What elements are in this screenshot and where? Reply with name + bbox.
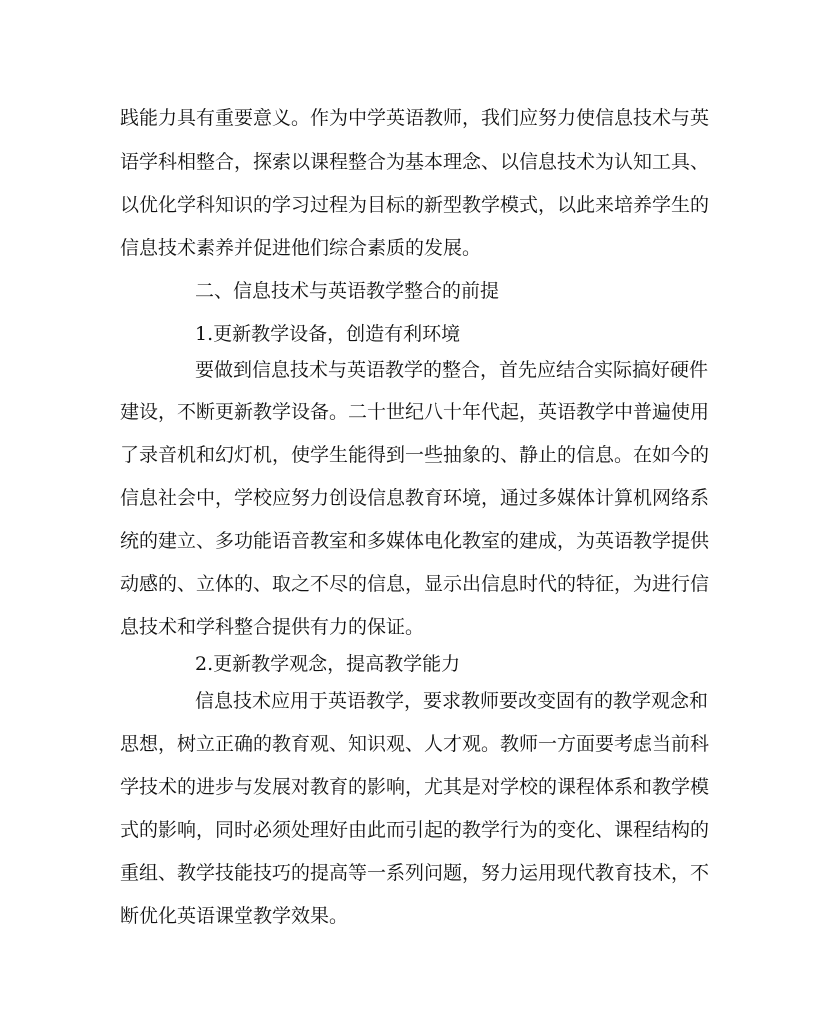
paragraph-line: 践能力具有重要意义。作为中学英语教师，我们应努力使信息技术与英 <box>120 107 710 129</box>
paragraph-line: 要做到信息技术与英语教学的整合，首先应结合实际搞好硬件 <box>195 359 709 381</box>
paragraph-line: 思想，树立正确的教育观、知识观、人才观。教师一方面要考虑当前科 <box>120 733 710 755</box>
paragraph-line: 学技术的进步与发展对教育的影响，尤其是对学校的课程体系和教学模 <box>120 776 710 798</box>
subsection-heading: 2.更新教学观念，提高教学能力 <box>195 653 461 675</box>
paragraph-line: 信息技术素养并促进他们综合素质的发展。 <box>120 237 482 259</box>
paragraph-line: 了录音机和幻灯机，使学生能得到一些抽象的、静止的信息。在如今的 <box>120 444 710 466</box>
paragraph-line: 信息技术应用于英语教学，要求教师要改变固有的教学观念和 <box>195 690 709 712</box>
paragraph-line: 息技术和学科整合提供有力的保证。 <box>120 616 425 638</box>
paragraph-line: 以优化学科知识的学习过程为目标的新型教学模式，以此来培养学生的 <box>120 194 710 216</box>
paragraph-line: 建设，不断更新教学设备。二十世纪八十年代起，英语教学中普遍使用 <box>120 401 710 423</box>
paragraph-line: 断优化英语课堂教学效果。 <box>120 905 349 927</box>
paragraph-line: 信息社会中，学校应努力创设信息教育环境，通过多媒体计算机网络系 <box>120 487 710 509</box>
paragraph-line: 式的影响，同时必须处理好由此而引起的教学行为的变化、课程结构的 <box>120 819 710 841</box>
subsection-heading: 1.更新教学设备，创造有利环境 <box>195 323 461 345</box>
section-heading: 二、信息技术与英语教学整合的前提 <box>195 280 500 302</box>
paragraph-line: 统的建立、多功能语音教室和多媒体电化教室的建成，为英语教学提供 <box>120 530 710 552</box>
paragraph-line: 语学科相整合，探索以课程整合为基本理念、以信息技术为认知工具、 <box>120 151 710 173</box>
paragraph-line: 动感的、立体的、取之不尽的信息，显示出信息时代的特征，为进行信 <box>120 573 710 595</box>
paragraph-line: 重组、教学技能技巧的提高等一系列问题，努力运用现代教育技术，不 <box>120 862 710 884</box>
